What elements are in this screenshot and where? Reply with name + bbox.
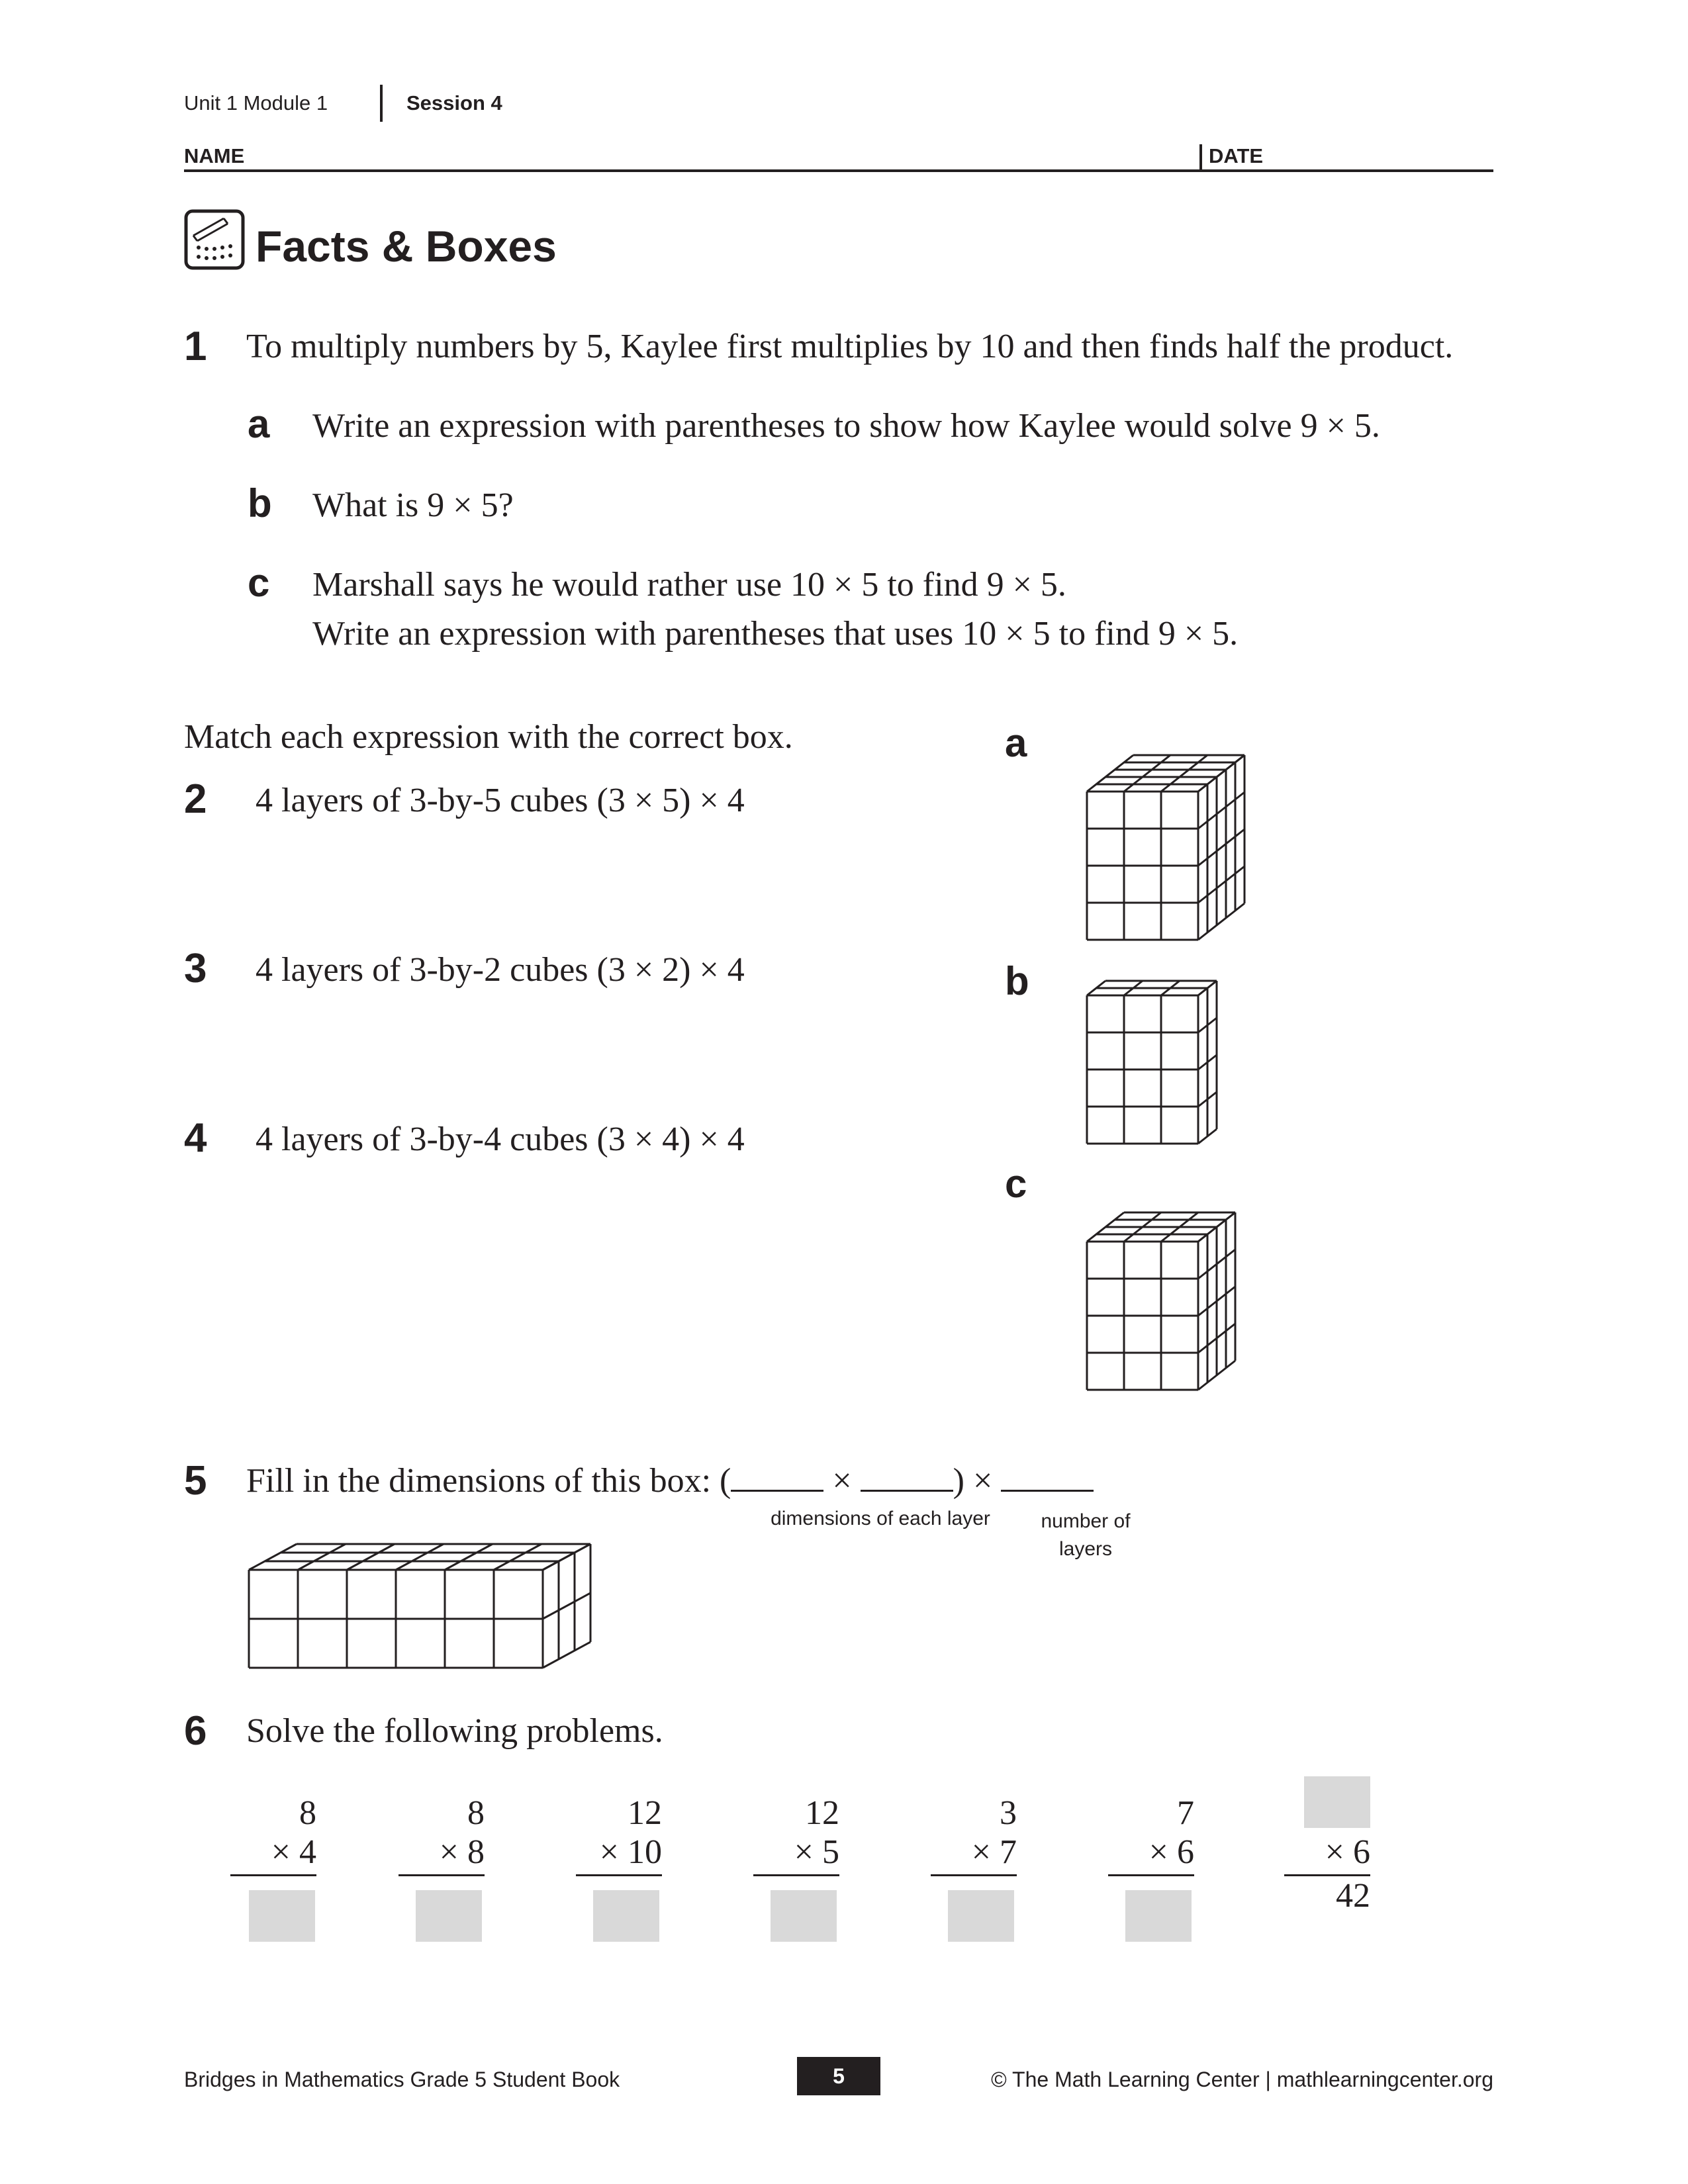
page-number: 5 — [797, 2057, 880, 2095]
cube-edge — [249, 1544, 297, 1570]
question-1b-text: What is 9 × 5? — [312, 486, 514, 524]
problem-7-bottom: × 6 — [1284, 1833, 1370, 1876]
question-4-number: 4 — [184, 1115, 207, 1161]
question-1a-letter: a — [248, 402, 270, 446]
problem-2-top: 8 — [467, 1794, 485, 1832]
answer-box-5[interactable] — [948, 1890, 1014, 1942]
question-1c-line1: Marshall says he would rather use 10 × 5 to find 9 × 5. — [312, 566, 1066, 604]
box-b-drawing — [1087, 981, 1217, 1144]
problem-4 — [753, 1794, 839, 1876]
problem-2-bottom: × 8 — [399, 1833, 485, 1876]
question-4-text: 4 layers of 3-by-4 cubes (3 × 4) × 4 — [256, 1120, 745, 1158]
problem-3 — [576, 1794, 662, 1876]
cube-edge — [543, 1642, 590, 1668]
problem-5 — [931, 1794, 1017, 1876]
question-5-box-drawing — [249, 1544, 590, 1668]
cube-edge — [1198, 903, 1244, 940]
problem-3-bottom: × 10 — [576, 1833, 662, 1876]
question-1b-letter: b — [248, 481, 272, 525]
answer-box-4[interactable] — [771, 1890, 837, 1942]
question-5-line — [246, 1461, 1094, 1500]
layers-label: number of layers — [1041, 1510, 1131, 1560]
box-c-label: c — [1005, 1161, 1027, 1206]
cube-edge — [1124, 755, 1170, 792]
dimension-blank-1[interactable] — [731, 1463, 823, 1492]
question-1-number: 1 — [184, 324, 207, 369]
layers-blank[interactable] — [1001, 1463, 1094, 1492]
cube-edge — [543, 1544, 590, 1570]
question-2-number: 2 — [184, 776, 207, 822]
date-label: DATE — [1209, 144, 1264, 167]
question-2-text: 4 layers of 3-by-5 cubes (3 × 5) × 4 — [256, 782, 745, 819]
footer-copyright: © The Math Learning Center | mathlearningcenter.org — [991, 2068, 1493, 2091]
question-6-number: 6 — [184, 1708, 207, 1754]
problem-1-bottom: × 4 — [230, 1833, 316, 1876]
answer-box-3[interactable] — [593, 1890, 659, 1942]
problem-5-top: 3 — [1000, 1794, 1017, 1832]
question-1-text: To multiply numbers by 5, Kaylee first multiplies by 10 and then finds half the product. — [246, 328, 1454, 365]
problem-2 — [399, 1794, 485, 1876]
answer-box-7[interactable] — [1304, 1776, 1370, 1828]
question-3-text: 4 layers of 3-by-2 cubes (3 × 2) × 4 — [256, 951, 745, 989]
question-1c-letter: c — [248, 561, 270, 605]
cube-edge — [1087, 755, 1133, 792]
cube-edge — [396, 1544, 444, 1570]
unit-module-label: Unit 1 Module 1 — [184, 91, 328, 114]
cube-edge — [543, 1593, 590, 1619]
box-c-drawing — [1087, 1212, 1235, 1390]
dimensions-label: dimensions of each layer — [771, 1508, 990, 1529]
question-5-number: 5 — [184, 1458, 207, 1504]
question-1a-text: Write an expression with parentheses to show how Kaylee would solve 9 × 5. — [312, 407, 1380, 445]
answer-box-6[interactable] — [1125, 1890, 1192, 1942]
cube-edge — [1161, 755, 1207, 792]
question-6-text: Solve the following problems. — [246, 1712, 663, 1750]
name-label: NAME — [184, 144, 245, 167]
box-a-drawing — [1087, 755, 1244, 940]
cube-edge — [1198, 755, 1244, 792]
footer-book-title: Bridges in Mathematics Grade 5 Student Book — [184, 2068, 620, 2091]
problem-4-bottom: × 5 — [753, 1833, 839, 1876]
answer-box-2[interactable] — [416, 1890, 482, 1942]
question-1c-line2: Write an expression with parentheses that uses 10 × 5 to find 9 × 5. — [312, 615, 1239, 653]
problem-3-top: 12 — [628, 1794, 662, 1832]
question-5-text: Fill in the dimensions of this box: ( — [246, 1462, 731, 1500]
page-title: Facts & Boxes — [256, 222, 557, 271]
cube-edge — [347, 1544, 395, 1570]
problem-7-answer: 42 — [1336, 1877, 1370, 1915]
question-3-number: 3 — [184, 946, 207, 991]
cube-edge — [298, 1544, 346, 1570]
box-b-label: b — [1005, 959, 1029, 1003]
problem-1-top: 8 — [299, 1794, 316, 1832]
cube-edge — [445, 1544, 492, 1570]
problem-6-bottom: × 6 — [1108, 1833, 1194, 1876]
problem-6 — [1108, 1794, 1194, 1876]
cube-edge — [1198, 829, 1244, 866]
dimension-blank-2[interactable] — [861, 1463, 953, 1492]
cube-edge — [494, 1544, 541, 1570]
answer-box-1[interactable] — [249, 1890, 315, 1942]
problem-1 — [230, 1794, 316, 1876]
close-paren-times: ) × — [953, 1462, 993, 1500]
match-instruction: Match each expression with the correct box. — [184, 718, 793, 756]
cube-edge — [1198, 866, 1244, 903]
times-sign: × — [832, 1462, 852, 1500]
problem-4-top: 12 — [805, 1794, 839, 1832]
session-label: Session 4 — [406, 91, 502, 114]
box-a-label: a — [1005, 721, 1027, 765]
problem-5-bottom: × 7 — [931, 1833, 1017, 1876]
problem-6-top: 7 — [1177, 1794, 1194, 1832]
cube-edge — [1198, 792, 1244, 829]
